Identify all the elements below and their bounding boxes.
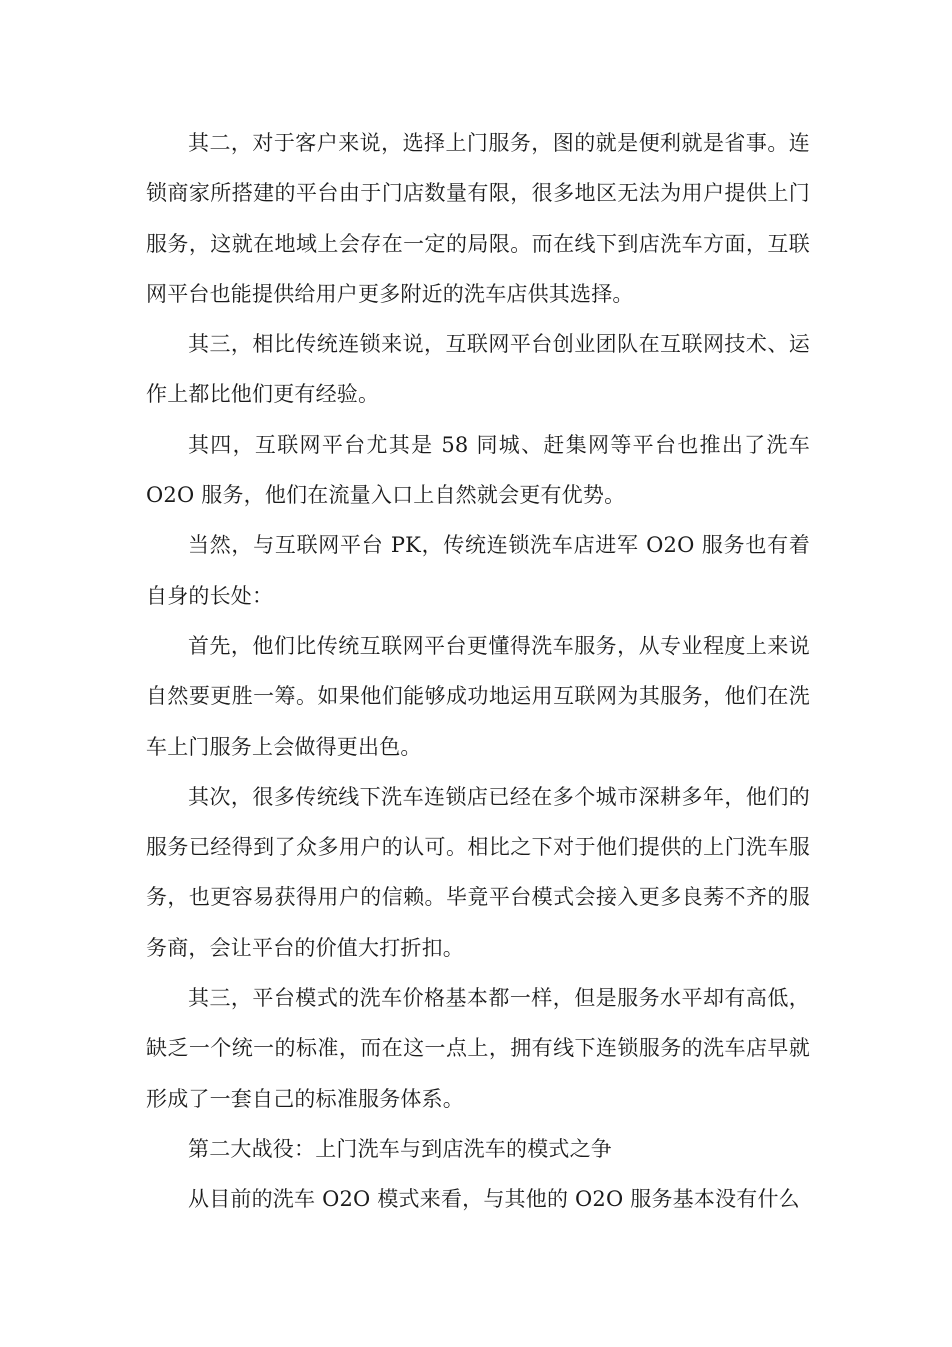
paragraph-user-trust: 其次，很多传统线下洗车连锁店已经在多个城市深耕多年，他们的服务已经得到了众多用户的认可。相比之下对于他们提供的上门洗车服务，也更容易获得用户的信赖。毕竟平台模式会接入更多良莠不齐的服务商，会让平台的价值大打折扣。 [146,784,810,960]
paragraph-chain-strengths-intro: 当然，与互联网平台 PK，传统连锁洗车店进军 O2O 服务也有着自身的长处： [146,533,810,608]
paragraph-expertise: 首先，他们比传统互联网平台更懂得洗车服务，从专业程度上来说自然要更胜一筹。如果他们能够成功地运用互联网为其服务，他们在洗车上门服务上会做得更出色。 [146,633,810,759]
document-body [146,118,810,1225]
section-heading-second-battle: 第二大战役：上门洗车与到店洗车的模式之争 [188,1136,612,1161]
paragraph-convenience: 其二，对于客户来说，选择上门服务，图的就是便利就是省事。连锁商家所搭建的平台由于门店数量有限，很多地区无法为用户提供上门服务，这就在地域上会存在一定的局限。而在线下到店洗车方面，互联网平台也能提供给用户更多附近的洗车店供其选择。 [146,131,810,306]
paragraph-tech-experience: 其三，相比传统连锁来说，互联网平台创业团队在互联网技术、运作上都比他们更有经验。 [146,332,810,407]
paragraph-o2o-models: 从目前的洗车 O2O 模式来看，与其他的 O2O 服务基本没有什么 [188,1187,800,1212]
paragraph-standards: 其三，平台模式的洗车价格基本都一样，但是服务水平却有高低，缺乏一个统一的标准，而在这一点上，拥有线下连锁服务的洗车店早就形成了一套自己的标准服务体系。 [146,986,810,1111]
paragraph-traffic-advantage: 其四，互联网平台尤其是 58 同城、赶集网等平台也推出了洗车 O2O 服务，他们在流量入口上自然就会更有优势。 [146,432,810,508]
